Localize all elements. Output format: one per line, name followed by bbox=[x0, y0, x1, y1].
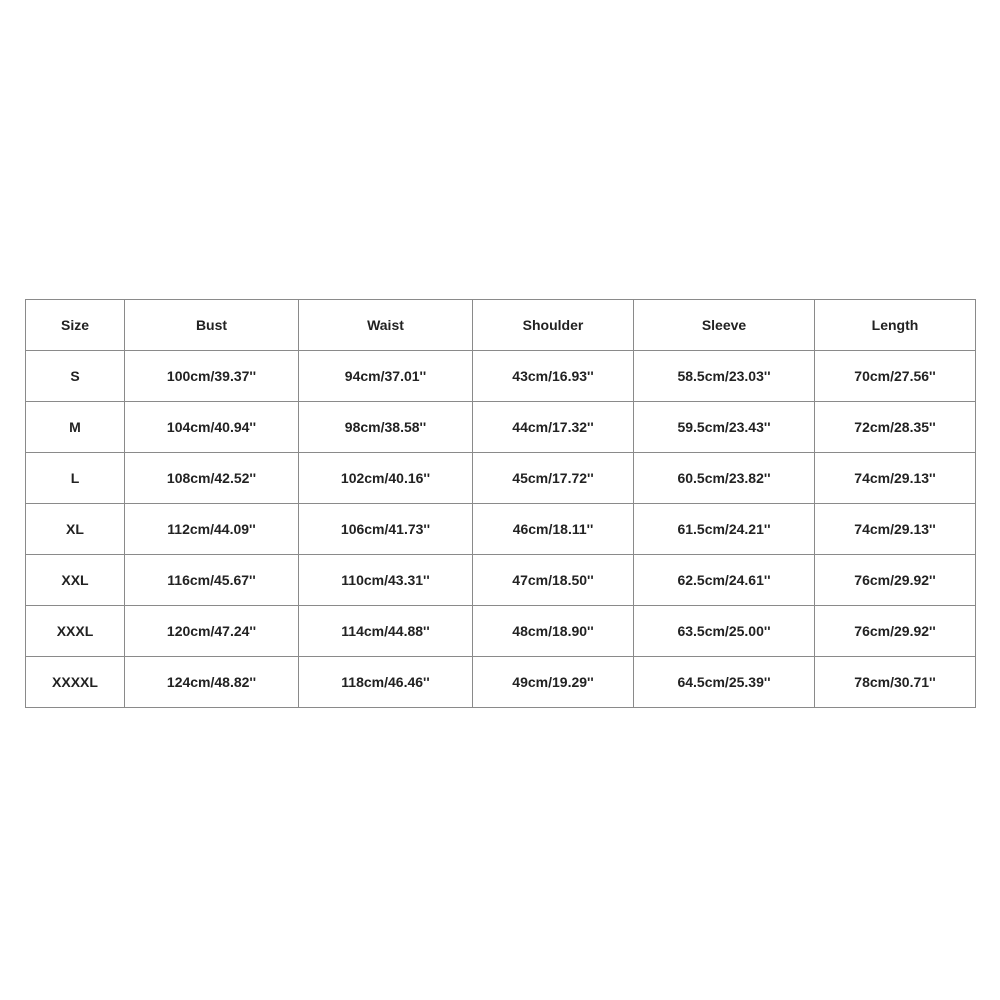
header-shoulder: Shoulder bbox=[473, 300, 634, 351]
size-cell: S bbox=[26, 351, 125, 402]
table-body bbox=[26, 351, 976, 708]
shoulder-cell: 43cm/16.93'' bbox=[473, 351, 634, 402]
shoulder-cell: 49cm/19.29'' bbox=[473, 657, 634, 708]
header-length: Length bbox=[815, 300, 976, 351]
header-row bbox=[26, 300, 976, 351]
table-header bbox=[26, 300, 976, 351]
bust-cell: 104cm/40.94'' bbox=[125, 402, 299, 453]
size-cell: XL bbox=[26, 504, 125, 555]
length-cell: 70cm/27.56'' bbox=[815, 351, 976, 402]
bust-cell: 120cm/47.24'' bbox=[125, 606, 299, 657]
bust-cell: 116cm/45.67'' bbox=[125, 555, 299, 606]
table-row bbox=[26, 606, 976, 657]
size-cell: M bbox=[26, 402, 125, 453]
size-cell: XXL bbox=[26, 555, 125, 606]
waist-cell: 118cm/46.46'' bbox=[299, 657, 473, 708]
header-waist: Waist bbox=[299, 300, 473, 351]
sleeve-cell: 64.5cm/25.39'' bbox=[634, 657, 815, 708]
sleeve-cell: 62.5cm/24.61'' bbox=[634, 555, 815, 606]
sleeve-cell: 60.5cm/23.82'' bbox=[634, 453, 815, 504]
size-cell: XXXXL bbox=[26, 657, 125, 708]
bust-cell: 108cm/42.52'' bbox=[125, 453, 299, 504]
length-cell: 74cm/29.13'' bbox=[815, 453, 976, 504]
length-cell: 72cm/28.35'' bbox=[815, 402, 976, 453]
bust-cell: 124cm/48.82'' bbox=[125, 657, 299, 708]
length-cell: 76cm/29.92'' bbox=[815, 606, 976, 657]
table-row bbox=[26, 555, 976, 606]
waist-cell: 102cm/40.16'' bbox=[299, 453, 473, 504]
waist-cell: 106cm/41.73'' bbox=[299, 504, 473, 555]
table-row bbox=[26, 453, 976, 504]
bust-cell: 112cm/44.09'' bbox=[125, 504, 299, 555]
header-size: Size bbox=[26, 300, 125, 351]
waist-cell: 94cm/37.01'' bbox=[299, 351, 473, 402]
size-cell: XXXL bbox=[26, 606, 125, 657]
shoulder-cell: 46cm/18.11'' bbox=[473, 504, 634, 555]
shoulder-cell: 44cm/17.32'' bbox=[473, 402, 634, 453]
table-row bbox=[26, 504, 976, 555]
sleeve-cell: 59.5cm/23.43'' bbox=[634, 402, 815, 453]
length-cell: 78cm/30.71'' bbox=[815, 657, 976, 708]
length-cell: 74cm/29.13'' bbox=[815, 504, 976, 555]
size-cell: L bbox=[26, 453, 125, 504]
table-row bbox=[26, 351, 976, 402]
waist-cell: 114cm/44.88'' bbox=[299, 606, 473, 657]
length-cell: 76cm/29.92'' bbox=[815, 555, 976, 606]
sleeve-cell: 61.5cm/24.21'' bbox=[634, 504, 815, 555]
size-chart-table bbox=[25, 299, 976, 708]
sleeve-cell: 63.5cm/25.00'' bbox=[634, 606, 815, 657]
table-row bbox=[26, 402, 976, 453]
shoulder-cell: 47cm/18.50'' bbox=[473, 555, 634, 606]
header-sleeve: Sleeve bbox=[634, 300, 815, 351]
waist-cell: 98cm/38.58'' bbox=[299, 402, 473, 453]
shoulder-cell: 45cm/17.72'' bbox=[473, 453, 634, 504]
sleeve-cell: 58.5cm/23.03'' bbox=[634, 351, 815, 402]
table-row bbox=[26, 657, 976, 708]
shoulder-cell: 48cm/18.90'' bbox=[473, 606, 634, 657]
header-bust: Bust bbox=[125, 300, 299, 351]
bust-cell: 100cm/39.37'' bbox=[125, 351, 299, 402]
waist-cell: 110cm/43.31'' bbox=[299, 555, 473, 606]
